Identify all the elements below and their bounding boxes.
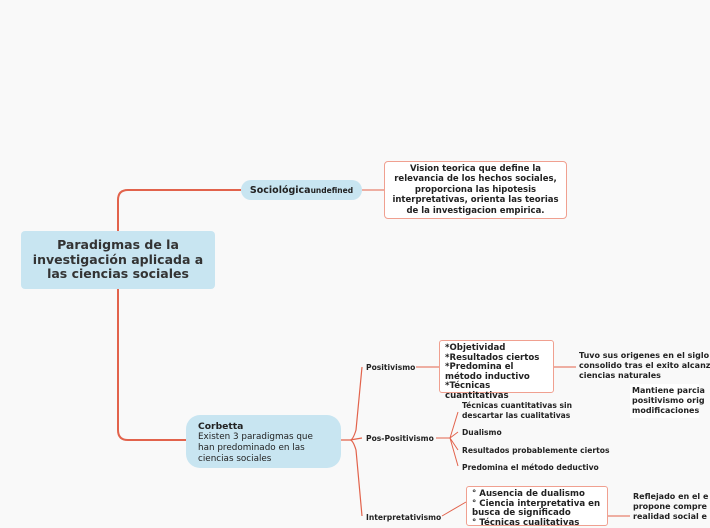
topic-corbetta[interactable] — [186, 415, 341, 468]
interpretativismo-note-line: Reflejado en el e — [633, 492, 709, 501]
pospositivismo-note-line: Mantiene parcia — [632, 386, 705, 395]
pospositivismo-item[interactable]: Predomina el método deductivo — [462, 463, 599, 472]
trunk-line — [118, 190, 241, 231]
interpretativismo-item: ° Ausencia de dualismo — [472, 489, 585, 499]
interpretativismo-box[interactable] — [466, 486, 608, 526]
interpretativismo-item: ° Técnicas cualitativas — [472, 517, 580, 528]
pospositivismo-item[interactable]: Técnicas cuantitativas sin descartar las cualitativas — [462, 401, 573, 420]
interpretativismo-box-line — [442, 502, 466, 516]
sociologica-suffix: undefined — [310, 185, 354, 195]
positivismo-note-line: ciencias naturales — [579, 371, 661, 380]
trunk-line-lower — [118, 289, 186, 440]
topic-positivismo[interactable]: Positivismo — [366, 363, 416, 372]
corbetta-branch-lines — [341, 367, 362, 516]
vision-box[interactable] — [384, 161, 567, 219]
pospositivismo-note — [630, 384, 705, 418]
topic-sociologica[interactable] — [241, 180, 362, 200]
positivismo-item: *Objetividad — [445, 343, 506, 353]
interpretativismo-note-line: propone compre — [633, 502, 707, 511]
corbetta-title: Corbetta — [198, 421, 244, 432]
interpretativismo-item: ° Ciencia interpretativa en busca de significado — [472, 498, 601, 519]
positivismo-note-line: Tuvo sus origenes en el siglo — [579, 351, 710, 360]
topic-pospositivismo[interactable]: Pos-Positivismo — [366, 434, 434, 443]
interpretativismo-note-line: realidad social e — [633, 512, 707, 521]
pospositivismo-item[interactable]: Resultados probablemente ciertos — [462, 446, 610, 455]
topic-interpretativismo[interactable]: Interpretativismo — [366, 513, 442, 522]
pospositivismo-note-line: modificaciones — [632, 406, 700, 415]
positivismo-item: *Predomina el método inductivo *Técnicas cuantitativas — [445, 362, 530, 401]
pospositivismo-branch-lines — [436, 412, 458, 466]
positivismo-note-line: consolido tras el exito alcanz — [579, 361, 710, 370]
root-topic[interactable] — [21, 231, 215, 289]
corbetta-text: Existen 3 paradigmas que han predominado en las ciencias sociales — [198, 432, 313, 464]
positivismo-box[interactable] — [439, 340, 554, 401]
positivismo-note — [579, 351, 710, 381]
vision-text: Vision teorica que define la relevancia de los hechos sociales, proporciona las hipotesis interpretativas, orienta las teorias de la investigacion empirica. — [392, 163, 559, 216]
interpretativismo-note — [633, 492, 709, 522]
pospositivismo-item[interactable]: Dualismo — [462, 428, 502, 437]
sociologica-label: Sociológica — [249, 184, 311, 196]
root-title: Paradigmas de la investigación aplicada a las ciencias sociales — [32, 237, 204, 282]
pospositivismo-note-line: positivismo orig — [632, 396, 705, 405]
positivismo-item: *Resultados ciertos — [445, 352, 540, 363]
